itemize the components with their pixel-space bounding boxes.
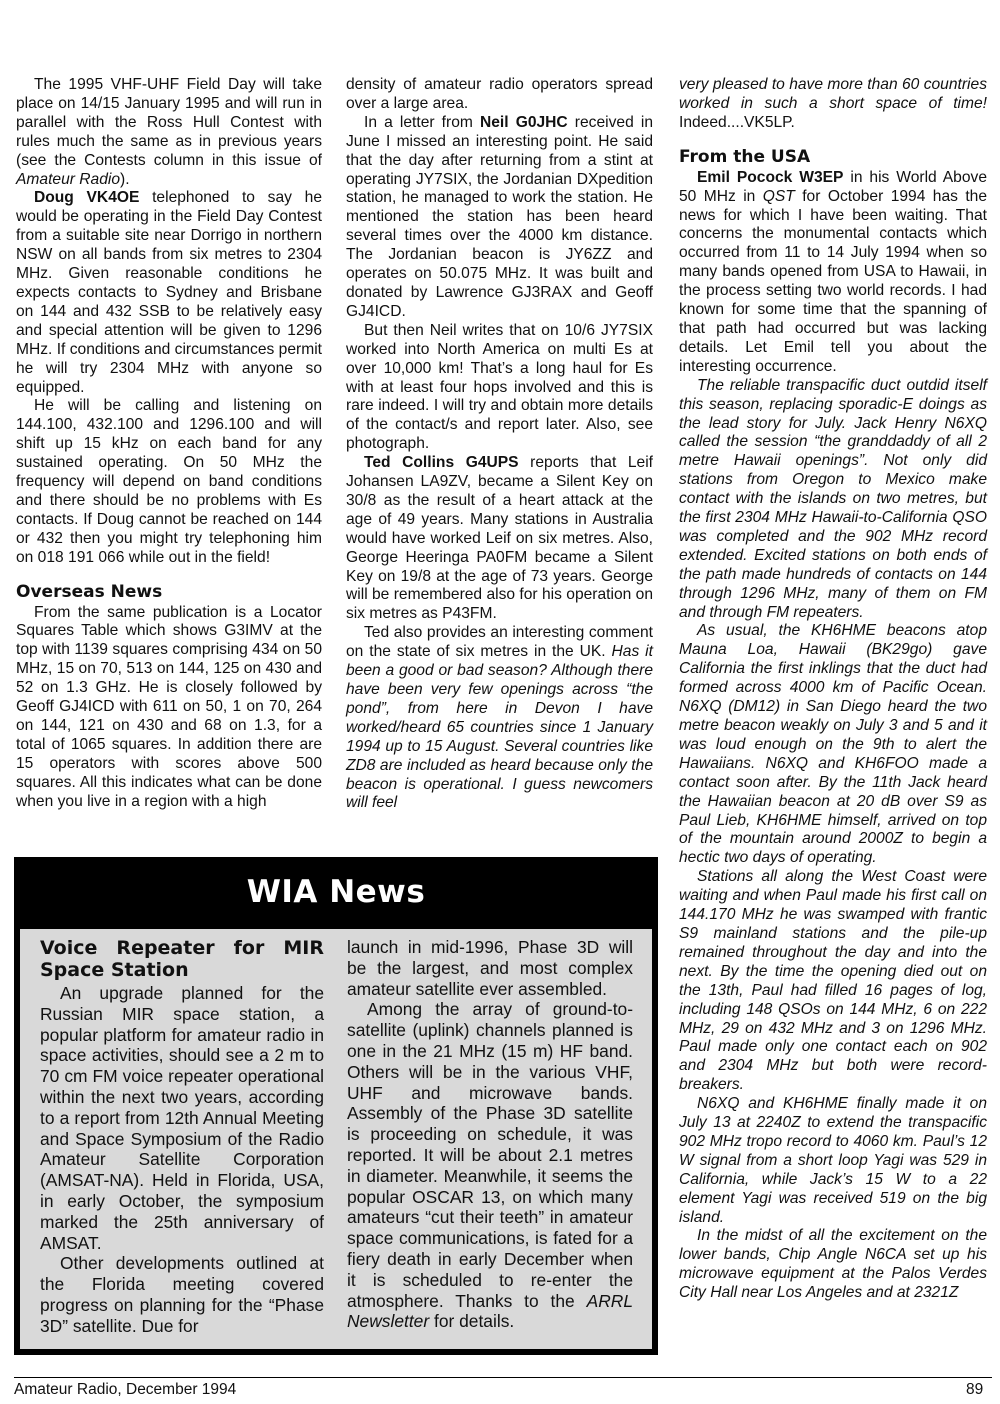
paragraph-record: N6XQ and KH6HME finally made it on July 13 at 2240Z to extend the transpacific 902 MHz tropo record to 4060 km. Paul’s 12 W signal from a short loop Yagi was 529 in California, while Jack’s 15 W to a 22 element Yagi was received 519 on the big island. [679,1095,987,1226]
paragraph-jy7six: But then Neil writes that on 10/6 JY7SIX worked into North America on multi Es at over 10,000 km! That’s a long haul for Es with at least four hops involved and this is rare indeed. I will try and obtain more details of the contact/s and report later. Also, see photograph. [346,321,653,453]
footer-rule [14,1377,992,1378]
paragraph-chip-angle: In the midst of all the excitement on the lower bands, Chip Angle N6CA set up his microwave equipment at the Palos Verdes City Hall near Los Angeles and at 2321Z [679,1227,987,1302]
paragraph-west-coast: Stations all along the West Coast were waiting and when Paul made his first call on 144.170 MHz he was swamped with frantic S9 mainland stations and the pile-up remained throughout the day and into the next. By the time the opening died out on the 13th, Paul had filled 16 pages of log, including 148 QSOs on 144 MHz, 6 on 222 MHz, 29 on 432 MHz and 3 on 1296 MHz. Paul made only one contact each on 902 and 2304 MHz but both were record-breakers. [679,868,987,1094]
paragraph-ted: Ted Collins G4UPS reports that Leif Johansen LA9ZV, became a Silent Key on 30/8 as the result of a heart attack at the age of 49 years. Many stations in Australia would have worked Leif on six metres. Also, George Heeringa PA0FM became a Silent Key on 19/8 at the age of 73 years. George will be remembered also for his operation on six metres as P43FM. [346,454,654,623]
wia-column-2 [347,937,633,1332]
wia-column-1 [40,937,324,1337]
wia-news-box [14,857,658,1355]
wia-paragraph-uplink: Among the array of ground-to-satellite (uplink) channels planned is one in the 21 MHz (15 m) HF band. Others will be in the various VHF, UHF and microwave bands. Assembly of the Phase 3D satellite is proceeding on schedule, it was reported. It will be about 2.1 metres in diameter. Meanwhile, it seems the popular OSCAR 13, on which many amateurs “cut their teeth” in amateur space communications, is fated for a fiery death in early December when it is scheduled to re-enter the atmosphere. Thanks to the ARRL Newsletter for details. [347,999,633,1332]
heading-from-the-usa: From the USA [679,146,811,167]
wia-news-body [20,929,652,1349]
paragraph-duct: The reliable transpacific duct outdid itself this season, replacing sporadic-E doings as the lead story for July. Jack Henry N6XQ called the session “the granddaddy of all 2 metre Hawaii openings”. Not only did stations from Oregon to Mexico make contact with the islands on two metres, but the first 2304 MHz Hawaii-to-California QSO was completed and the 902 MHz record extended. Excited stations on both ends of the path made hundreds of contacts on 144 through 1296 MHz, many of them on FM and through FM repeaters. [679,376,987,621]
wia-paragraph-launch: launch in mid-1996, Phase 3D will be the largest, and most complex amateur satellite ever assembled. [347,937,633,999]
column-2 [346,76,653,813]
paragraph-doug: Doug VK4OE telephoned to say he would be operating in the Field Day Contest from a suitable site near Dorrigo in northern NSW on all bands from six metres to 2304 MHz. Given reasonable conditions he expects contacts to Sydney and Brisbane on 144 and 432 SSB to be relatively easy and special attention will be given to 1296 MHz. If conditions and circumstances permit he will try 2304 MHz with anyone so equipped. [16,189,322,396]
paragraph-pleased: very pleased to have more than 60 countries worked in such a short space of time! Indeed....VK5LP. [679,76,987,131]
footer-publication: Amateur Radio, December 1994 [14,1381,237,1398]
paragraph-density: density of amateur radio operators spread over a large area. [346,76,653,112]
paragraph-locator: From the same publication is a Locator Squares Table which shows G3IMV at the top with 1139 squares comprising 434 on 50 MHz, 15 on 70, 513 on 144, 125 on 430 and 52 on 1.3 GHz. He is closely followed by Geoff GJ4ICD with 611 on 50, 1 on 70, 264 on 144, 121 on 430 and 68 on 1.3, for a total of 1065 squares. In addition there are 15 operators with scores above 500 squares. All this indicates what can be done when you live in a region with a high [16,603,322,810]
paragraph-neil: In a letter from Neil G0JHC received in June I missed an interesting point. He said that the day after returning from a stint at operating JY7SIX, the Jordanian DXpedition station, he managed to work the station. He mentioned the station has been heard several times over the 4000 km distance. The Jordanian beacon is JY6ZZ and operates on 50.075 MHz. It was built and donated by Lawrence GJ3RAX and Geoff GJ4ICD. [346,113,653,320]
wia-news-header: WIA News [246,874,426,910]
column-3 [679,76,987,1303]
wia-article-title: Voice Repeater for MIR Space Station [40,937,324,981]
column-1 [16,76,322,812]
paragraph-beacons: As usual, the KH6HME beacons atop Mauna Loa, Hawaii (BK29go) gave California the first inklings that the duct had formed across 4000 km of Pacific Ocean. N6XQ (DM12) in San Diego heard the two metre beacon weakly on July 3 and 5 and it was loud enough on the 9th to alert the Hawaiians. N6XQ and KH6FOO made a contact soon after. By the 11th Jack heard the Hawaiian beacon at 20 dB over S9 as Paul Lieb, KH6HME himself, arrived on top of the mountain around 2000Z to begin a hectic two days of operating. [679,622,987,867]
page-number: 89 [966,1381,984,1398]
paragraph-field-day: The 1995 VHF-UHF Field Day will take place on 14/15 January 1995 and will run in parallel with the Ross Hull Contest with rules much the same as in previous years (see the Contests column in this issue of Amateur Radio). [16,76,322,188]
paragraph-ted-comment: Ted also provides an interesting comment on the state of six metres in the UK. Has it been a good or bad season? Although there have been very few openings across “the pond”, from here in Devon I have worked/heard 65 countries since 1 January 1994 up to 15 August. Several countries like ZD8 are included as heard because only the beacon is operational. I guess newcomers will feel [346,624,653,812]
wia-paragraph-developments: Other developments outlined at the Florida meeting covered progress on planning for the “Phase 3D” satellite. Due for [40,1253,324,1336]
heading-overseas-news: Overseas News [16,581,163,602]
paragraph-emil: Emil Pocock W3EP in his World Above 50 MHz in QST for October 1994 has the news for which I have been waiting. That concerns the monumental contacts which occurred from 11 to 14 July 1994 when so many bands opened from USA to Hawaii, in the process setting two world records. I had known for some time that the spanning of that path had occurred but was lacking details. Let Emil tell you about the interesting occurrence. [679,168,988,375]
wia-paragraph-upgrade: An upgrade planned for the Russian MIR space station, a popular platform for amateur radio in space activities, should see a 2 m to 70 cm FM voice repeater operational within the next two years, according to a report from 12th Annual Meeting and Space Symposium of the Radio Amateur Satellite Corporation (AMSAT-NA). Held in Florida, USA, in early October, the symposium marked the 25th anniversary of AMSAT. [40,983,324,1253]
paragraph-calling: He will be calling and listening on 144.100, 432.100 and 1296.100 and will shift up 15 kHz on each band for any sustained operating. On 50 MHz the frequency will depend on band conditions and there should be no problems with Es contacts. If Doug cannot be reached on 144 or 432 then you might try telephoning him on 018 191 066 while out in the field! [16,397,322,566]
